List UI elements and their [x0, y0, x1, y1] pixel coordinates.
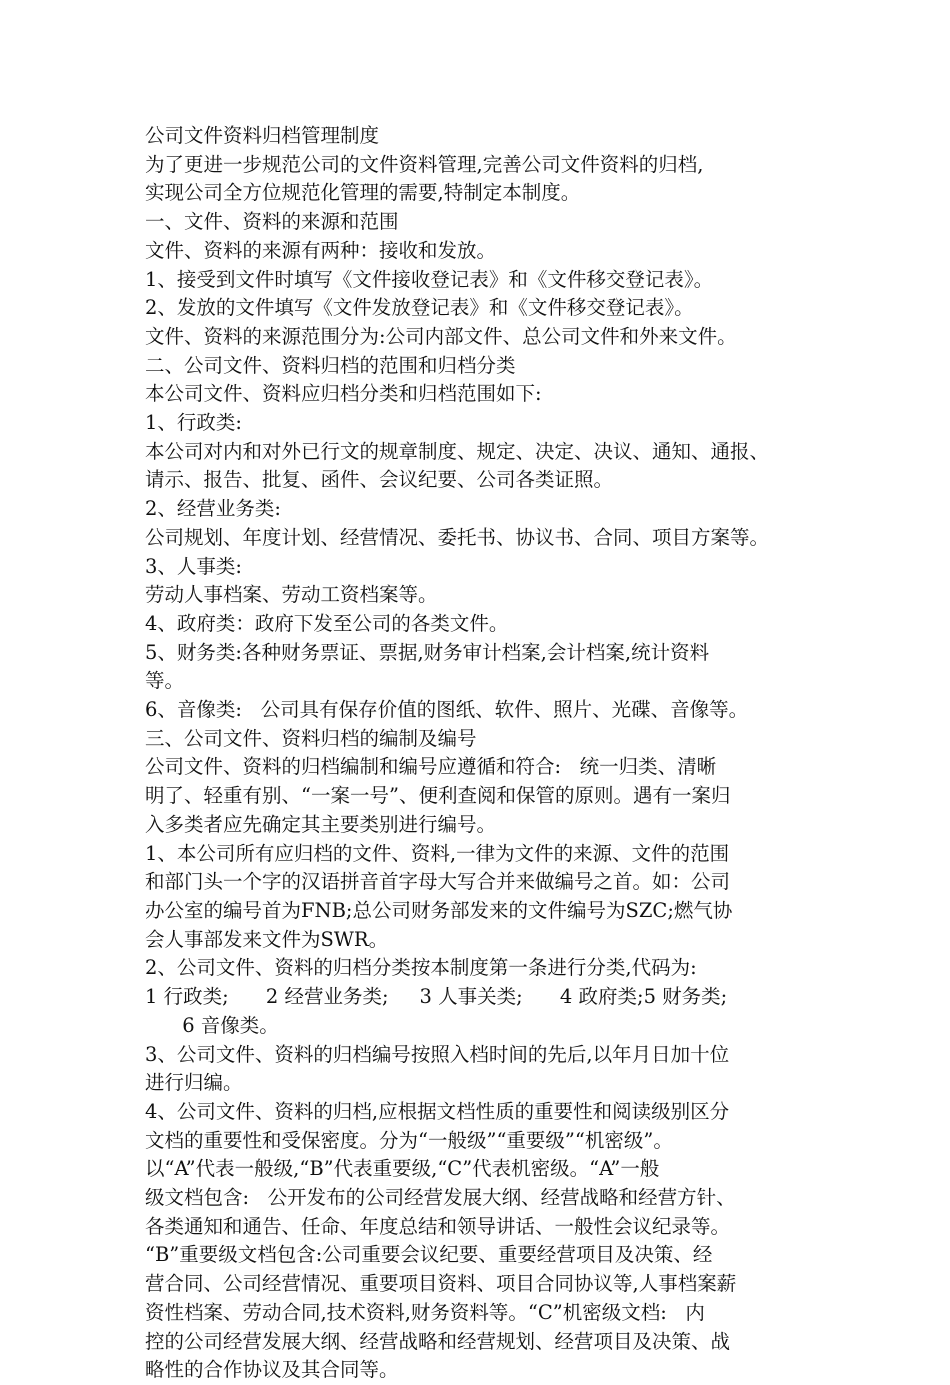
paragraph-line: 3、人事类: [145, 554, 242, 578]
paragraph-line: 营合同、公司经营情况、重要项目资料、项目合同协议等,人事档案薪 [145, 1272, 737, 1296]
paragraph-line: 等。 [145, 669, 185, 693]
paragraph-line: 1、本公司所有应归档的文件、资料,一律为文件的来源、文件的范围 [145, 841, 730, 865]
paragraph-line: 办公室的编号首为FNB;总公司财务部发来的文件编号为SZC;燃气协 [145, 898, 733, 922]
paragraph-line: 进行归编。 [145, 1071, 243, 1095]
paragraph-line: 文件、资料的来源有两种：接收和发放。 [145, 238, 497, 262]
section-heading: 三、公司文件、资料归档的编制及编号 [145, 726, 477, 750]
paragraph-line: 文档的重要性和受保密度。分为“一般级”“重要级”“机密级”。 [145, 1128, 673, 1152]
paragraph-line: 明了、轻重有别、“一案一号”、便利查阅和保管的原则。遇有一案归 [145, 784, 731, 808]
paragraph-line: 1 行政类; 2 经营业务类; 3 人事关类; 4 政府类;5 财务类; [145, 985, 728, 1009]
document-body [145, 122, 815, 1385]
paragraph-line: 1、接受到文件时填写《文件接收登记表》和《文件移交登记表》。 [145, 267, 714, 291]
paragraph-line: 2、公司文件、资料的归档分类按本制度第一条进行分类,代码为: [145, 956, 697, 980]
paragraph-line: 2、经营业务类: [145, 497, 281, 521]
paragraph-line: 为了更进一步规范公司的文件资料管理,完善公司文件资料的归档, [145, 152, 704, 176]
section-heading: 二、公司文件、资料归档的范围和归档分类 [145, 353, 516, 377]
paragraph-line: 3、公司文件、资料的归档编号按照入档时间的先后,以年月日加十位 [145, 1042, 730, 1066]
paragraph-line: 实现公司全方位规范化管理的需要,特制定本制度。 [145, 181, 581, 205]
paragraph-line: 控的公司经营发展大纲、经营战略和经营规划、经营项目及决策、战 [145, 1329, 731, 1353]
paragraph-line: 5、财务类:各种财务票证、票据,财务审计档案,会计档案,统计资料 [145, 640, 710, 664]
paragraph-line: 4、公司文件、资料的归档,应根据文档性质的重要性和阅读级别区分 [145, 1099, 730, 1123]
paragraph-line: 略性的合作协议及其合同等。 [145, 1358, 399, 1382]
paragraph-line: 会人事部发来文件为SWR。 [145, 927, 389, 951]
paragraph-line: “B”重要级文档包含:公司重要会议纪要、重要经营项目及决策、经 [145, 1243, 713, 1267]
paragraph-line: 劳动人事档案、劳动工资档案等。 [145, 583, 438, 607]
paragraph-line: 本公司文件、资料应归档分类和归档范围如下: [145, 382, 542, 406]
paragraph-line: 本公司对内和对外已行文的规章制度、规定、决定、决议、通知、通报、 [145, 439, 770, 463]
paragraph-line: 公司规划、年度计划、经营情况、委托书、协议书、合同、项目方案等。 [145, 525, 770, 549]
paragraph-line: 文件、资料的来源范围分为:公司内部文件、总公司文件和外来文件。 [145, 324, 737, 348]
paragraph-line: 资性档案、劳动合同,技术资料,财务资料等。“C”机密级文档: 内 [145, 1300, 705, 1324]
paragraph-line: 和部门头一个字的汉语拼音首字母大写合并来做编号之首。如：公司 [145, 870, 731, 894]
paragraph-line: 公司文件、资料的归档编制和编号应遵循和符合: 统一归类、清晰 [145, 755, 717, 779]
paragraph-line: 入多类者应先确定其主要类别进行编号。 [145, 812, 497, 836]
paragraph-line: 以“A”代表一般级,“B”代表重要级,“C”代表机密级。“A”一般 [145, 1157, 660, 1181]
paragraph-line: 6 音像类。 [145, 1013, 279, 1037]
section-heading: 一、文件、资料的来源和范围 [145, 210, 399, 234]
paragraph-line: 1、行政类: [145, 411, 242, 435]
paragraph-line: 4、政府类：政府下发至公司的各类文件。 [145, 611, 509, 635]
paragraph-line: 请示、报告、批复、函件、会议纪要、公司各类证照。 [145, 468, 614, 492]
paragraph-line: 级文档包含: 公开发布的公司经营发展大纲、经营战略和经营方针、 [145, 1186, 736, 1210]
paragraph-line: 各类通知和通告、任命、年度总结和领导讲话、一般性会议纪录等。 [145, 1214, 731, 1238]
document-title: 公司文件资料归档管理制度 [145, 124, 380, 147]
paragraph-line: 6、音像类: 公司具有保存价值的图纸、软件、照片、光碟、音像等。 [145, 698, 749, 722]
paragraph-line: 2、发放的文件填写《文件发放登记表》和《文件移交登记表》。 [145, 296, 694, 320]
